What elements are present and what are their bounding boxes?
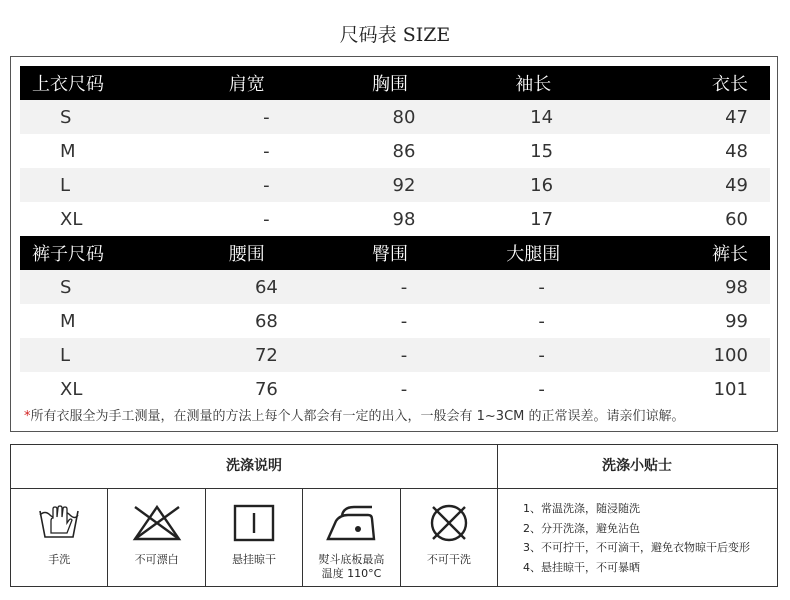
note-text: 所有衣服全为手工测量，在测量的方法上每个人都会有一定的出入，一般会有 1~3CM 的正常误差。请亲们谅解。	[30, 409, 685, 424]
care-item-iron	[303, 489, 400, 586]
table-cell: 98	[392, 208, 416, 230]
washing-icon-row	[11, 489, 497, 586]
table-cell: 76	[254, 378, 278, 400]
table-cell: 16	[530, 174, 554, 196]
washing-tips	[497, 445, 777, 586]
table-cell: -	[538, 344, 545, 366]
table-cell: 86	[392, 140, 416, 162]
table-cell: XL	[60, 208, 83, 230]
table-cell: 80	[392, 106, 416, 128]
list-item: 1、常温洗涤，随浸随洗	[523, 502, 640, 515]
table-cell: M	[60, 140, 76, 162]
care-item-hang-dry	[206, 489, 303, 586]
header-cell: 上衣尺码	[32, 74, 104, 95]
list-item: 4、悬挂晾干，不可暴晒	[523, 560, 640, 574]
table-cell: -	[263, 140, 270, 162]
list-item: 2、分开洗涤，避免沾色	[523, 521, 640, 535]
table-cell: 98	[725, 276, 748, 298]
page-title: 尺码表 SIZE	[339, 24, 451, 46]
table-cell: 17	[530, 208, 554, 230]
washing-panel	[10, 444, 778, 587]
header-cell: 胸围	[372, 74, 408, 95]
care-label: 悬挂晾干	[232, 553, 277, 566]
table-cell: 47	[725, 106, 748, 128]
hang-dry-icon	[232, 503, 276, 543]
table-cell: 60	[725, 208, 748, 230]
table-cell: -	[538, 276, 545, 298]
header-cell: 裤长	[712, 244, 749, 265]
header-cell: 腰围	[228, 244, 265, 265]
table-cell: -	[400, 378, 408, 400]
care-item-hand-wash	[11, 489, 108, 586]
no-dry-clean-icon	[427, 503, 471, 543]
table-row	[20, 202, 770, 236]
table-cell: S	[60, 276, 72, 298]
care-item-no-bleach	[108, 489, 205, 586]
iron-icon	[324, 503, 378, 543]
table-cell: 100	[713, 344, 748, 366]
pants-size-table	[20, 236, 770, 406]
table-cell: 72	[254, 344, 278, 366]
care-item-no-dry-clean	[401, 489, 497, 586]
table-cell: 49	[725, 174, 748, 196]
list-item: 3、不可拧干，不可滴干，避免衣物晾干后变形	[523, 541, 750, 554]
table-row	[20, 304, 770, 338]
measurement-note	[24, 405, 774, 424]
care-label-line2: 温度 110°C	[321, 567, 382, 580]
table-row	[20, 134, 770, 168]
table-cell: M	[60, 310, 76, 332]
table-cell: 99	[725, 310, 748, 332]
tips-list	[497, 489, 777, 577]
table-cell: L	[60, 174, 71, 196]
table-cell: 15	[530, 140, 554, 162]
care-label: 不可干洗	[426, 553, 471, 566]
table-cell: -	[400, 344, 408, 366]
table-cell: -	[263, 208, 270, 230]
table-cell: -	[400, 276, 408, 298]
table-cell: L	[60, 344, 71, 366]
table-row	[20, 372, 770, 406]
table-cell: -	[538, 378, 545, 400]
table-cell: -	[263, 106, 270, 128]
hand-wash-icon	[37, 503, 81, 543]
no-bleach-icon	[131, 503, 183, 543]
header-cell: 衣长	[712, 74, 749, 95]
header-cell: 臀围	[372, 244, 408, 265]
table-cell: 68	[254, 310, 278, 332]
table-cell: 48	[725, 140, 748, 162]
care-label-line1: 熨斗底板最高	[318, 553, 385, 566]
header-cell: 肩宽	[228, 74, 265, 95]
table-cell: S	[60, 106, 72, 128]
table-row	[20, 100, 770, 134]
care-label: 不可漂白	[134, 553, 179, 566]
care-label: 手洗	[48, 553, 71, 566]
note-asterisk: *	[24, 409, 31, 424]
table-cell: -	[400, 310, 408, 332]
table-cell: 14	[530, 106, 554, 128]
tips-title: 洗涤小贴士	[497, 445, 777, 489]
table-cell: -	[263, 174, 270, 196]
table-cell: -	[538, 310, 545, 332]
tops-size-table	[20, 66, 770, 236]
care-label	[303, 553, 399, 581]
pants-header-row	[20, 236, 770, 270]
table-cell: XL	[60, 378, 83, 400]
header-cell: 裤子尺码	[32, 244, 104, 265]
table-cell: 92	[392, 174, 416, 196]
header-cell: 大腿围	[506, 244, 561, 265]
table-row	[20, 270, 770, 304]
washing-instructions	[11, 445, 498, 586]
header-cell: 袖长	[515, 74, 552, 95]
table-row	[20, 168, 770, 202]
tops-header-row	[20, 66, 770, 100]
table-row	[20, 338, 770, 372]
table-cell: 64	[254, 276, 278, 298]
washing-title: 洗涤说明	[11, 445, 497, 489]
table-cell: 101	[713, 378, 748, 400]
